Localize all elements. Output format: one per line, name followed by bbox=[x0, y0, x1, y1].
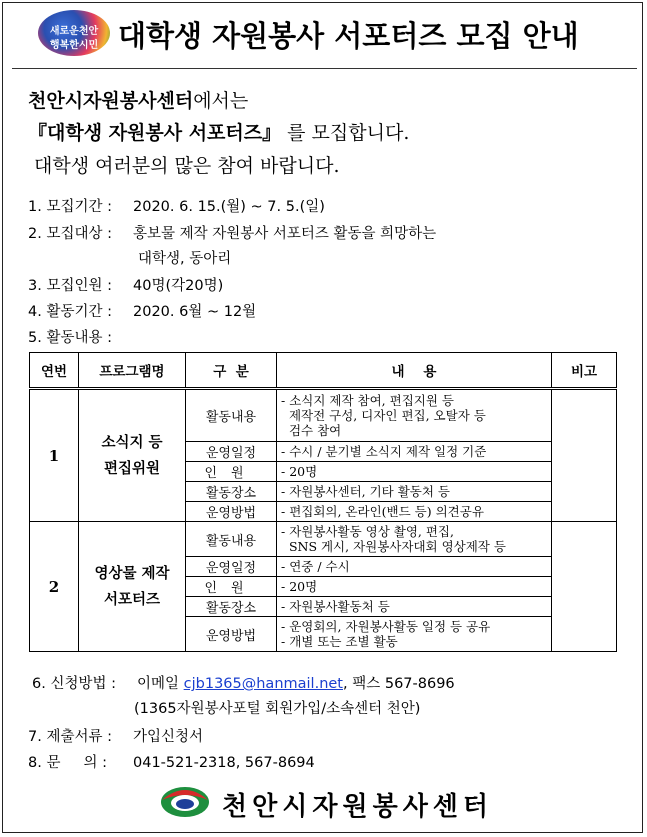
program-name-line2: 편집위원 bbox=[103, 459, 161, 477]
item-key: 1. 모집기간 : bbox=[28, 199, 112, 215]
item-key: 2. 모집대상 : bbox=[28, 226, 112, 242]
intro-line1 bbox=[28, 86, 248, 113]
category-cell: 운영일정 bbox=[186, 557, 277, 577]
item-key: 4. 활동기간 : bbox=[28, 304, 112, 320]
table-header-row bbox=[30, 353, 617, 389]
program-name bbox=[79, 522, 186, 652]
item-value: 2020. 6월 ~ 12월 bbox=[133, 304, 257, 320]
intro-line3: 대학생 여러분의 많은 참여 바랍니다. bbox=[34, 155, 340, 177]
intro-line2-rest: 를 모집합니다. bbox=[281, 122, 410, 144]
header-no: 연번 bbox=[30, 353, 79, 389]
logo-line1: 새로운천안 bbox=[49, 26, 99, 37]
header-category: 구 분 bbox=[186, 353, 277, 389]
page-title: 대학생 자원봉사 서포터즈 모집 안내 bbox=[118, 19, 579, 53]
intro-line2 bbox=[28, 118, 409, 145]
item-apply-method-line2: (1365자원봉사포털 회원가입/소속센터 천안) bbox=[134, 701, 421, 717]
note-cell bbox=[552, 522, 617, 652]
item-apply-method bbox=[32, 672, 455, 693]
content-cell: - 수시 / 분기별 소식지 제작 일정 기준 bbox=[277, 442, 552, 462]
table-row bbox=[30, 522, 617, 557]
content-cell bbox=[277, 389, 552, 442]
program-name-line2: 서포터즈 bbox=[103, 590, 161, 608]
intro-org-name: 천안시자원봉사센터 bbox=[28, 90, 194, 112]
category-cell: 활동장소 bbox=[186, 482, 277, 502]
item-recruit-target bbox=[28, 222, 436, 243]
item-prefix: 이메일 bbox=[137, 676, 184, 692]
item-activity-period bbox=[28, 300, 256, 321]
footer-org-name: 천안시자원봉사센터 bbox=[222, 792, 494, 822]
center-logo-icon bbox=[160, 786, 210, 818]
content-line: - 소식지 제작 참여, 편집지원 등 bbox=[281, 393, 454, 408]
category-cell: 인원 bbox=[186, 577, 277, 597]
category-cell: 활동장소 bbox=[186, 597, 277, 617]
item-suffix: , 팩스 567-8696 bbox=[343, 676, 455, 692]
item-value: 2020. 6. 15.(월) ~ 7. 5.(일) bbox=[133, 199, 325, 215]
program-name-line1: 영상물 제작 bbox=[94, 564, 170, 582]
header-note: 비고 bbox=[552, 353, 617, 389]
item-activity-content bbox=[28, 326, 112, 347]
content-line: - 개별 또는 조별 활동 bbox=[281, 634, 398, 649]
content-cell bbox=[277, 617, 552, 652]
category-cell: 운영일정 bbox=[186, 442, 277, 462]
header-program: 프로그램명 bbox=[79, 353, 186, 389]
program-name bbox=[79, 389, 186, 522]
item-key: 3. 모집인원 : bbox=[28, 278, 112, 294]
item-key: 8. 문 의 : bbox=[28, 755, 107, 771]
header-content: 내 용 bbox=[277, 353, 552, 389]
item-recruit-period bbox=[28, 195, 325, 216]
content-cell: - 자원봉사활동처 등 bbox=[277, 597, 552, 617]
category-cell: 운영방법 bbox=[186, 617, 277, 652]
item-key: 5. 활동내용 : bbox=[28, 330, 112, 346]
content-line: - 운영회의, 자원봉사활동 일정 등 공유 bbox=[281, 619, 491, 634]
content-cell: - 20명 bbox=[277, 462, 552, 482]
item-inquiry bbox=[28, 751, 315, 772]
category-cell: 운영방법 bbox=[186, 502, 277, 522]
category-cell: 인원 bbox=[186, 462, 277, 482]
activity-table bbox=[29, 352, 617, 652]
intro-line1-rest: 에서는 bbox=[193, 90, 249, 112]
item-documents bbox=[28, 725, 203, 746]
email-link[interactable]: cjb1365@hanmail.net bbox=[183, 676, 343, 692]
intro-program-name: 『대학생 자원봉사 서포터즈』 bbox=[28, 122, 282, 144]
content-line: SNS 게시, 자원봉사자대회 영상제작 등 bbox=[281, 539, 506, 554]
row-number: 2 bbox=[30, 522, 79, 652]
item-value: 40명(각20명) bbox=[133, 278, 224, 294]
city-logo bbox=[38, 10, 110, 56]
content-cell: - 자원봉사센터, 기타 활동처 등 bbox=[277, 482, 552, 502]
content-cell bbox=[277, 522, 552, 557]
item-key: 6. 신청방법 : bbox=[32, 676, 116, 692]
item-key: 7. 제출서류 : bbox=[28, 729, 112, 745]
content-cell: - 연중 / 수시 bbox=[277, 557, 552, 577]
content-line: 검수 참여 bbox=[281, 423, 342, 438]
item-recruit-target-line2: 대학생, 동아리 bbox=[138, 251, 232, 267]
item-value: 가입신청서 bbox=[133, 729, 204, 745]
logo-line2: 행복한시민 bbox=[49, 40, 99, 51]
row-number: 1 bbox=[30, 389, 79, 522]
note-cell bbox=[552, 389, 617, 522]
item-value: 041-521-2318, 567-8694 bbox=[133, 755, 315, 771]
header-divider bbox=[12, 68, 637, 69]
program-name-line1: 소식지 등 bbox=[101, 433, 163, 451]
table-row bbox=[30, 389, 617, 442]
content-cell: - 20명 bbox=[277, 577, 552, 597]
item-value: 홍보물 제작 자원봉사 서포터즈 활동을 희망하는 bbox=[133, 226, 437, 242]
item-recruit-count bbox=[28, 274, 223, 295]
content-line: 제작전 구성, 디자인 편집, 오탈자 등 bbox=[281, 408, 486, 423]
category-cell: 활동내용 bbox=[186, 522, 277, 557]
category-cell: 활동내용 bbox=[186, 389, 277, 442]
content-cell: - 편집회의, 온라인(밴드 등) 의견공유 bbox=[277, 502, 552, 522]
content-line: - 자원봉사활동 영상 촬영, 편집, bbox=[281, 524, 454, 539]
